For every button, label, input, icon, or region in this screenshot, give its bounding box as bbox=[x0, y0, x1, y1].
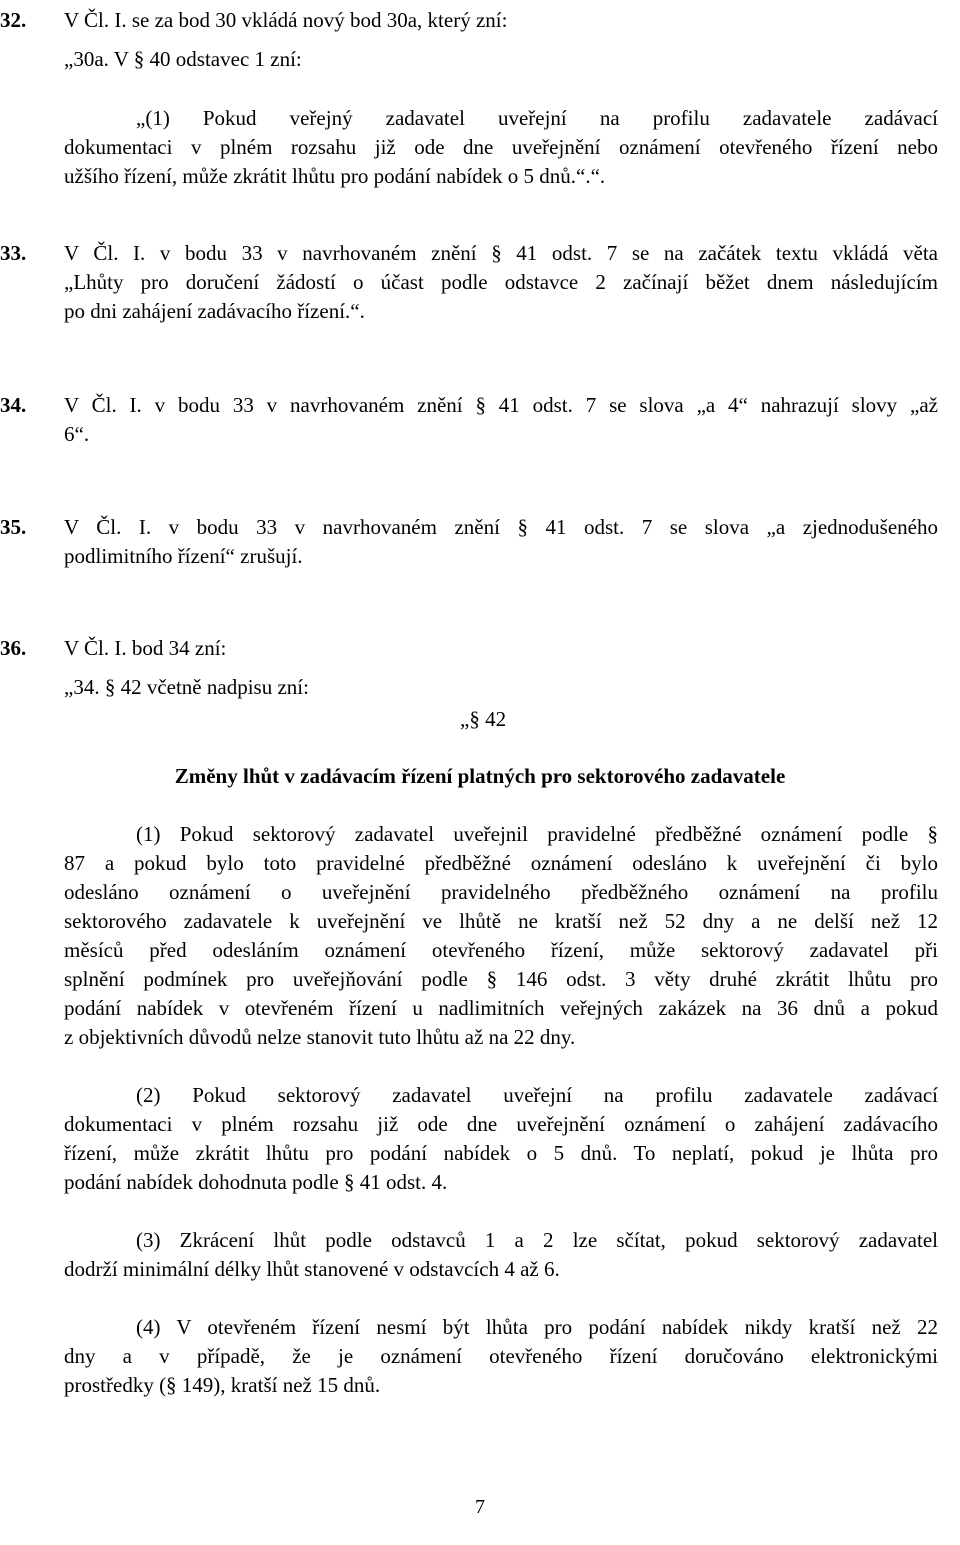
item-33-paragraph bbox=[64, 239, 938, 326]
p2-line-4: podání nabídek dohodnuta podle § 41 odst. 4. bbox=[64, 1170, 448, 1194]
p1-line-2: 87 a pokud bylo toto pravidelné předběžné oznámení odesláno k uveřejnění či bylo bbox=[64, 851, 938, 875]
section-paragraph-3 bbox=[64, 1226, 938, 1284]
p2-line-1: (2) Pokud sektorový zadavatel uveřejní na profilu zadavatele zadávací bbox=[136, 1083, 938, 1107]
item-36-number: 36. bbox=[0, 636, 27, 660]
item-32-line-1: „(1) Pokud veřejný zadavatel uveřejní na profilu zadavatele zadávací bbox=[136, 106, 938, 130]
item-32-line-2: dokumentaci v plném rozsahu již ode dne uveřejnění oznámení otevřeného řízení nebo bbox=[64, 135, 938, 159]
p3-line-1: (3) Zkrácení lhůt podle odstavců 1 a 2 lze sčítat, pokud sektorový zadavatel bbox=[136, 1228, 938, 1252]
item-34-line-1: V Čl. I. v bodu 33 v navrhovaném znění § 41 odst. 7 se slova „a 4“ nahrazují slovy „až bbox=[64, 393, 938, 417]
p4-line-3: prostředky (§ 149), kratší než 15 dnů. bbox=[64, 1373, 381, 1397]
item-35-number: 35. bbox=[0, 515, 27, 539]
p1-line-7: podání nabídek v otevřeném řízení u nadlimitních veřejných zakázek na 36 dnů a pokud bbox=[64, 996, 938, 1020]
p2-line-2: dokumentaci v plném rozsahu již ode dne uveřejnění oznámení o zahájení zadávacího bbox=[64, 1112, 938, 1136]
item-34-paragraph bbox=[64, 391, 938, 449]
item-35-paragraph bbox=[64, 513, 938, 571]
item-33-number: 33. bbox=[0, 241, 27, 265]
section-paragraph-4 bbox=[64, 1313, 938, 1400]
p1-line-1: (1) Pokud sektorový zadavatel uveřejnil pravidelné předběžné oznámení podle § bbox=[136, 822, 938, 846]
p3-line-2: dodrží minimální délky lhůt stanovené v odstavcích 4 až 6. bbox=[64, 1257, 560, 1281]
p4-line-1: (4) V otevřeném řízení nesmí být lhůta pro podání nabídek nikdy kratší než 22 bbox=[136, 1315, 938, 1339]
section-paragraph-2 bbox=[64, 1081, 938, 1197]
item-33-line-1: V Čl. I. v bodu 33 v navrhovaném znění § 41 odst. 7 se na začátek textu vkládá věta bbox=[64, 241, 938, 265]
item-32-number: 32. bbox=[0, 8, 27, 32]
item-36-intro: „34. § 42 včetně nadpisu zní: bbox=[64, 675, 309, 699]
item-35-line-2: podlimitního řízení“ zrušují. bbox=[64, 544, 303, 568]
item-33-line-3: po dni zahájení zadávacího řízení.“. bbox=[64, 299, 365, 323]
section-mark: „§ 42 bbox=[460, 707, 507, 731]
item-32-line-3: užšího řízení, může zkrátit lhůtu pro podání nabídek o 5 dnů.“.“. bbox=[64, 164, 606, 188]
item-32-text: V Čl. I. se za bod 30 vkládá nový bod 30a, který zní: bbox=[64, 8, 508, 32]
section-paragraph-1 bbox=[64, 820, 938, 1052]
item-34-number: 34. bbox=[0, 393, 27, 417]
p1-line-5: měsíců před odesláním oznámení otevřeného řízení, může sektorový zadavatel při bbox=[64, 938, 938, 962]
item-35-line-1: V Čl. I. v bodu 33 v navrhovaném znění § 41 odst. 7 se slova „a zjednodušeného bbox=[64, 515, 938, 539]
item-32-intro: „30a. V § 40 odstavec 1 zní: bbox=[64, 47, 302, 71]
page-number: 7 bbox=[475, 1496, 485, 1518]
p1-line-8: z objektivních důvodů nelze stanovit tuto lhůtu až na 22 dny. bbox=[64, 1025, 576, 1049]
p1-line-4: sektorového zadavatele k uveřejnění ve lhůtě ne kratší než 52 dny a ne delší než 12 bbox=[64, 909, 938, 933]
item-36-text: V Čl. I. bod 34 zní: bbox=[64, 636, 227, 660]
section-title: Změny lhůt v zadávacím řízení platných pro sektorového zadavatele bbox=[174, 764, 786, 788]
item-33-line-2: „Lhůty pro doručení žádostí o účast podle odstavce 2 začínají běžet dnem následujícím bbox=[64, 270, 938, 294]
p4-line-2: dny a v případě, že je oznámení otevřeného řízení doručováno elektronickými bbox=[64, 1344, 938, 1368]
item-34-line-2: 6“. bbox=[64, 422, 90, 446]
item-32-paragraph bbox=[64, 104, 938, 191]
p2-line-3: řízení, může zkrátit lhůtu pro podání nabídek o 5 dnů. To neplatí, pokud je lhůta pro bbox=[64, 1141, 938, 1165]
p1-line-6: splnění podmínek pro uveřejňování podle § 146 odst. 3 věty druhé zkrátit lhůtu pro bbox=[64, 967, 938, 991]
p1-line-3: odesláno oznámení o uveřejnění pravidelného předběžného oznámení na profilu bbox=[64, 880, 938, 904]
